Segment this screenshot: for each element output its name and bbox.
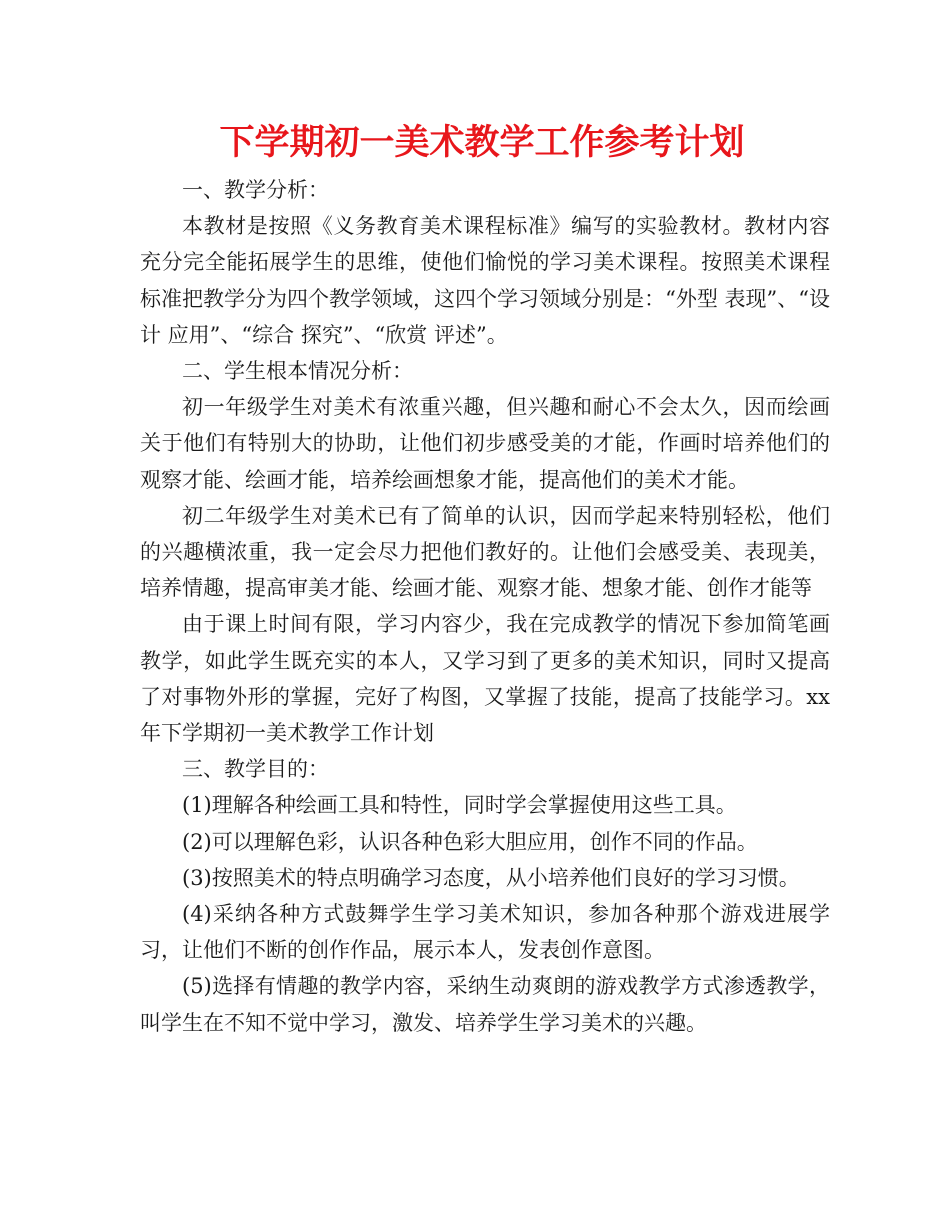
section-heading-student-situation: 二、学生根本情况分析： — [182, 359, 413, 384]
goal-item-1: (1)理解各种绘画工具和特性，同时学会掌握使用这些工具。 — [182, 793, 737, 818]
goal-item-3: (3)按照美术的特点明确学习态度，从小培养他们良好的学习习惯。 — [182, 865, 800, 890]
goal-item-2: (2)可以理解色彩，认识各种色彩大胆应用，创作不同的作品。 — [182, 829, 758, 854]
section-heading-teaching-goals: 三、教学目的： — [182, 757, 329, 782]
section-heading-teaching-analysis: 一、教学分析： — [182, 178, 329, 202]
document-page — [140, 118, 830, 1041]
paragraph-class-time: 由于课上时间有限，学习内容少，我在完成教学的情况下参加简笔画教学，如此学生既充实的本人，又学习到了更多的美术知识，同时又提高了对事物外形的掌握，完好了构图，又掌握了技能，提高了技能学习。xx年下学期初一美术教学工作计划 — [140, 612, 830, 746]
document-title: 下学期初一美术教学工作参考计划 — [219, 123, 745, 163]
goal-item-5: (5)选择有情趣的教学内容，采纳生动爽朗的游戏教学方式渗透教学，叫学生在不知不觉中学习，激发、培养学生学习美术的兴趣。 — [140, 974, 830, 1035]
paragraph-textbook-description: 本教材是按照《义务教育美术课程标准》编写的实验教材。教材内容充分完全能拓展学生的思维，使他们愉悦的学习美术课程。按照美术课程标准把教学分为四个教学领域，这四个学习领域分别是：“外型 表现”、“设计 应用”、“综合 探究”、“欣赏 评述”。 — [140, 214, 830, 347]
document-body — [140, 172, 830, 1041]
paragraph-grade-two-students: 初二年级学生对美术已有了简单的认识，因而学起来特别轻松，他们的兴趣横浓重，我一定会尽力把他们教好的。让他们会感受美、表现美，培养情趣，提高审美才能、绘画才能、观察才能、想象才能、创作才能等 — [140, 503, 830, 601]
goal-item-4: (4)采纳各种方式鼓舞学生学习美术知识，参加各种那个游戏进展学习，让他们不断的创作作品，展示本人，发表创作意图。 — [140, 902, 830, 963]
paragraph-grade-one-students: 初一年级学生对美术有浓重兴趣，但兴趣和耐心不会太久，因而绘画关于他们有特别大的协助，让他们初步感受美的才能，作画时培养他们的观察才能、绘画才能，培养绘画想象才能，提高他们的美术才能。 — [140, 395, 830, 492]
